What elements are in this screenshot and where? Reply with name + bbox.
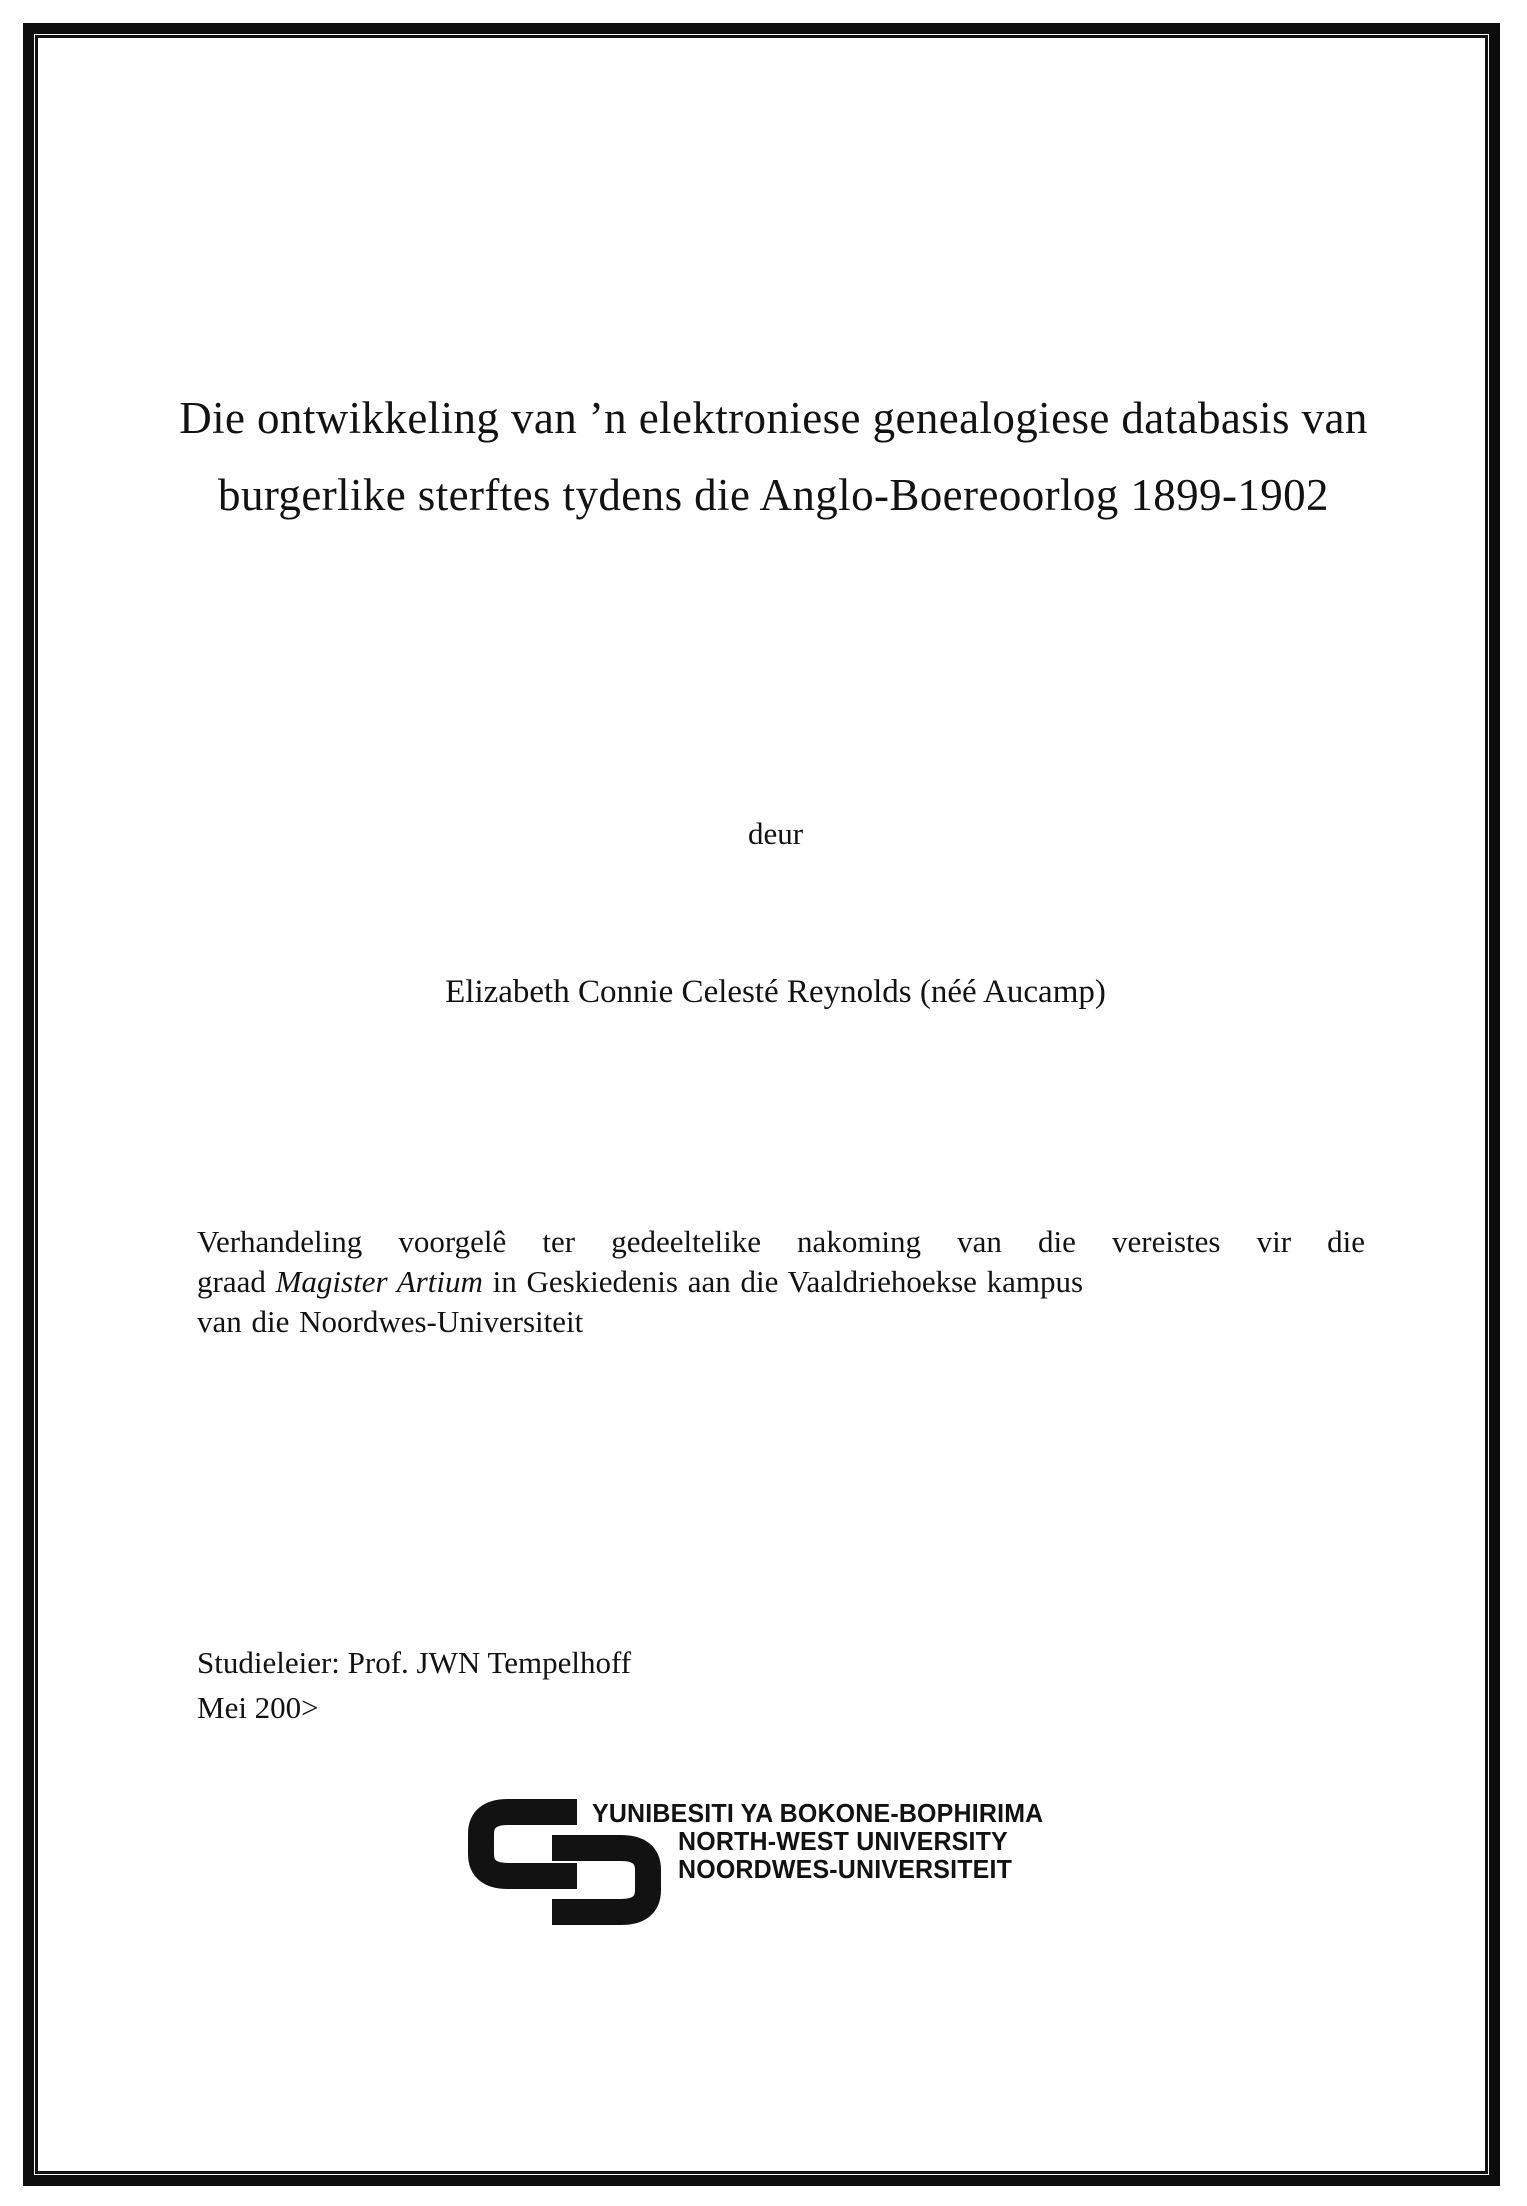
- supervisor-block: [197, 1640, 631, 1730]
- author-name: Elizabeth Connie Celesté Reynolds (néé Aucamp): [445, 974, 1106, 1010]
- logo-text-afrikaans: NOORDWES-UNIVERSITEIT: [678, 1854, 1013, 1884]
- thesis-title-line1: Die ontwikkeling van ’n elektroniese genealogiese databasis van: [179, 393, 1368, 443]
- degree-statement-line3: van die Noordwes-Universiteit: [197, 1304, 584, 1339]
- thesis-title: [60, 380, 1487, 534]
- university-logo: [462, 1795, 1152, 1955]
- degree-statement-line1: Verhandeling voorgelê ter gedeeltelike nakoming van die vereistes vir die: [197, 1224, 1365, 1259]
- thesis-title-line2: burgerlike sterftes tydens die Anglo-Boereoorlog 1899-1902: [218, 470, 1329, 520]
- degree-statement-line2-pre: graad: [197, 1264, 276, 1299]
- degree-statement-line2: [197, 1262, 1365, 1302]
- degree-statement: [197, 1222, 1365, 1342]
- supervisor-line: Studieleier: Prof. JWN Tempelhoff: [197, 1645, 632, 1680]
- logo-text-setswana: YUNIBESITI YA BOKONE-BOPHIRIMA: [592, 1798, 1044, 1828]
- logo-text-english: NORTH-WEST UNIVERSITY: [678, 1826, 1008, 1856]
- byline-word: deur: [747, 816, 804, 851]
- degree-name-italic: Magister Artium: [275, 1264, 483, 1299]
- degree-statement-line2-post: in Geskiedenis aan die Vaaldriehoekse kampus: [482, 1264, 1084, 1299]
- date-line: Mei 200>: [197, 1690, 319, 1725]
